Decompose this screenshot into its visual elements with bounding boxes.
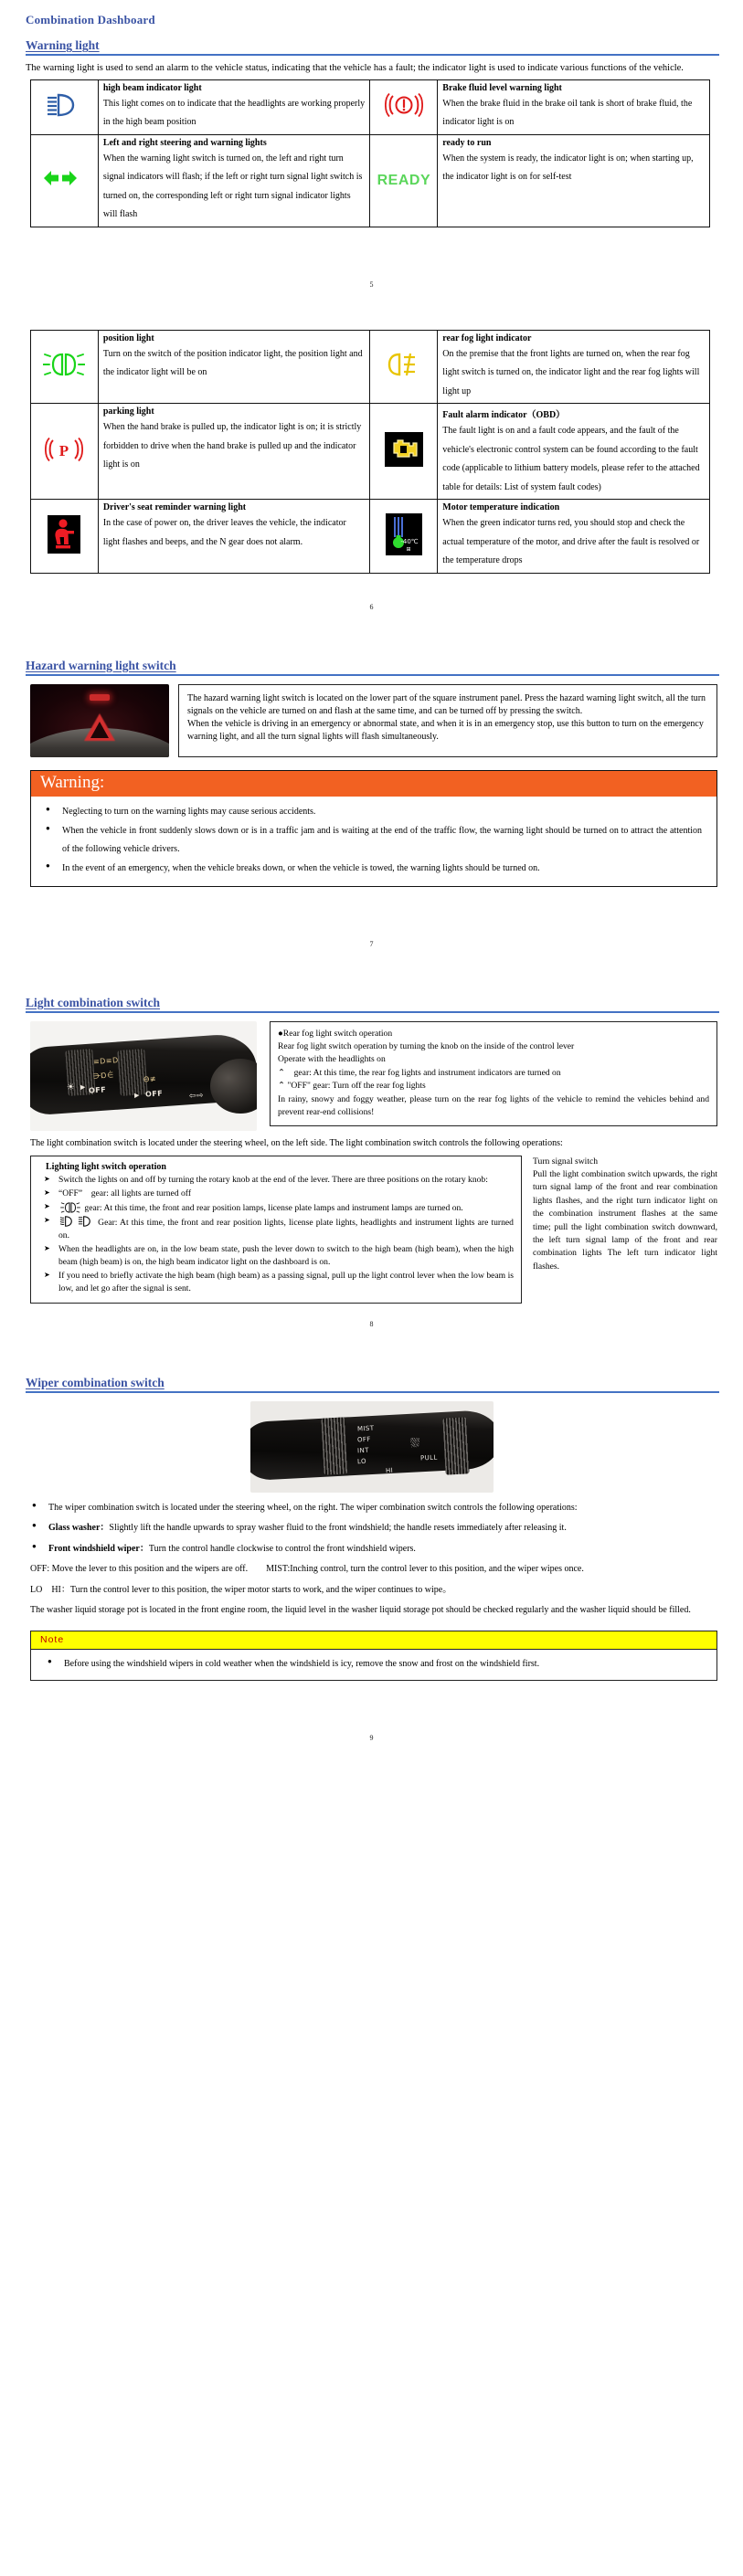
note-callout-list [31,1655,716,1673]
photo-ring-2 [443,1417,470,1474]
turn-signal-arrows-icon [42,168,86,188]
table-row [31,330,710,404]
turn-signal-switch-body: Pull the light combination switch upwards, the right turn signal lamp of the front and rear combination lights flashes, and the right turn indicator light on the combination instrument flashes at the same time; pull the light combination switch downward, the left turn signal lamp of the front and rear combination lights The left turn indicator light flashes. [533,1169,717,1272]
svg-text:P: P [59,441,69,459]
wiper-paragraph-2 [30,1520,717,1537]
warning-light-intro: The warning light is used to send an alarm to the vehicle status, indicating that the vehicle has a fault; the indicator light is used to indicate various functions of the vehicle. [26,63,684,73]
list-item-text: Gear: At this time, the front and rear position lights, license plate lights, headlights and instrument lights are turned on. [58,1218,514,1241]
section-heading-warning-light-label: Warning light [26,38,100,52]
light-switch-row [30,1021,717,1131]
cell-body: On the premise that the front lights are turned on, when the rear fog light switch is turned on, the indicator light and the rear fog lights will light up [442,348,700,396]
fog-box-line-2: Operate with the headlights on [278,1054,386,1065]
photo-knurl-2 [117,1049,147,1099]
photo-ring-1 [322,1417,348,1474]
wiper-paragraph-1: ● The wiper combination switch is located under the steering wheel, on the right. The wiper combination switch controls the following operations: [30,1500,717,1517]
hazard-paragraph-2: When the vehicle is driving in an emergency or abnormal state, and when it is in an emergency stop, use this button to turn on the emergency warning light, and all the turn signal lights will flash simultaneously. [187,719,704,743]
light-combination-switch-photo [30,1021,257,1131]
table-row [31,500,710,574]
hazard-triangle-icon [84,713,115,741]
lighting-operations-title: Lighting light switch operation [46,1161,166,1172]
warning-light-table-2 [30,330,710,574]
motor-temperature-icon [386,513,422,555]
wiper-label-mist: MIST [356,1424,375,1433]
photo-label-off-right: OFF [145,1089,164,1099]
cell-title: position light [102,333,154,343]
cell-body: In the case of power on, the driver leaves the vehicle, the indicator light flashes and beeps, and the N gear does not alarm. [102,518,346,547]
section-heading-hazard [26,659,717,675]
photo-label-position-icon: ⋺Ɒ⋵ [93,1071,115,1081]
parking-brake-icon-cell [31,404,99,500]
rear-fog-light-icon-cell [370,330,438,404]
high-beam-text-cell [98,79,370,134]
fog-box-line-1: Rear fog light switch operation by turning the knob on the inside of the control lever [278,1041,575,1052]
front-wiper-text: Turn the control handle clockwise to control the front windshield wipers. [148,1543,416,1554]
fog-box-line-5: In rainy, snowy and foggy weather, please turn on the rear fog lights of the vehicle to remind the vehicles behind and prevent rear-end collisions! [278,1093,709,1118]
table-row [31,134,710,227]
high-beam-icon-cell [31,79,99,134]
warning-callout-title: Warning: [31,771,716,797]
cell-title: Brake fluid level warning light [442,82,562,93]
photo-label-off-left: OFF [89,1084,107,1095]
hazard-paragraph-1: The hazard warning light switch is located on the lower part of the square instrument panel. Press the hazard warning light switch, all the turn signals on the vehicle are turned on and flash at the same time, and can be turned off by pressing the switch. [187,692,706,717]
brake-fluid-warning-icon [385,90,423,120]
page-number: 6 [369,602,374,611]
hazard-indicator-bar [90,694,110,701]
engine-fault-obd-icon-cell [370,404,438,500]
windshield-washer-icon: ⛆ [409,1435,420,1451]
note-callout [30,1631,717,1682]
section-heading-light-switch-label: Light combination switch [26,995,161,1009]
photo-label-arrow-2-icon: ▶ [133,1091,141,1099]
section-heading-warning-light [26,38,717,55]
rear-fog-operation-box [270,1021,717,1127]
fog-box-title: ●Rear fog light switch operation [278,1028,393,1039]
wiper-label-int: INT [356,1446,369,1455]
wiper-paragraph-3 [30,1541,717,1558]
warning-callout-list [31,803,716,878]
ready-text-cell [438,134,710,227]
wiper-label-pull: PULL [419,1453,438,1462]
heading-rule [26,674,719,676]
page-number: 9 [369,1734,374,1743]
photo-label-turn-arrows-icon: ⇦⇨ [188,1090,205,1102]
photo-label-fog-icon: Ɵ≢ [143,1074,157,1083]
table-row [31,79,710,134]
list-item [58,1215,514,1242]
list-item: ● In the event of an emergency, when the vehicle breaks down, or when the vehicle is towed, the warning lights should be turned on. [62,860,702,878]
cell-title: parking light [102,406,154,417]
light-switch-operations-row [30,1156,717,1304]
list-item: ➤ Switch the lights on and off by turning the rotary knob at the end of the lever. There are three positions on the rotary knob: [58,1174,514,1187]
driver-seat-reminder-icon [48,515,80,554]
rear-fog-light-icon [385,352,423,377]
engine-fault-obd-icon [385,432,423,467]
cell-body: When the brake fluid in the brake oil tank is short of brake fluid, the indicator light is on [442,98,693,128]
list-item: ➤ When the headlights are on, in the low beam state, push the lever down to switch to the high beam (high beam), when the high beam (high beam) is on, the high beam indicator light on the dashboard is on. [58,1243,514,1269]
warning-callout [30,770,717,887]
lighting-operations-box [30,1156,522,1304]
warning-light-table-1 [30,79,710,227]
hazard-description-box [178,684,717,757]
brake-fluid-warning-icon-cell [370,79,438,134]
cell-title: high beam indicator light [102,82,202,93]
driver-seat-reminder-icon-cell [31,500,99,574]
wiper-combination-switch-photo [250,1401,494,1493]
ready-text-icon-cell [370,134,438,227]
cell-title: Driver's seat reminder warning light [102,502,247,513]
cell-body: When the system is ready, the indicator light is on; when starting up, the indicator light is on for self-test [442,153,694,183]
wiper-label-hi: HI [386,1466,394,1475]
list-item: ➤ If you need to briefly activate the high beam (high beam) as a passing signal, pull up the light control lever when the low beam is low, and let go after the signal is sent. [58,1270,514,1295]
light-switch-intro: The light combination switch is located under the steering wheel, on the left side. The light combination switch controls the following operations: [30,1137,563,1148]
turn-signal-arrows-icon-cell [31,134,99,227]
cell-title: Fault alarm indicator（OBD） [442,410,566,421]
cell-body: When the green indicator turns red, you should stop and check the actual temperature of the motor, and drive after the fault is resolved or the temperature drops [442,518,700,566]
wiper-paragraph-6: The washer liquid storage pot is located in the front engine room, the liquid level in the washer liquid storage pot should be checked regularly and the washer liquid should be filled. [30,1605,691,1616]
section-heading-light-switch [26,996,717,1012]
cell-title: rear fog light indicator [442,333,532,343]
wiper-label-off: OFF [356,1435,371,1444]
brake-fluid-text-cell [438,79,710,134]
photo-label-highbeam-icon: ≡D≡D [93,1056,120,1067]
heading-rule [26,1391,719,1393]
list-item: ➤ “OFF” gear: all lights are turned off [58,1188,514,1200]
cell-body: This light comes on to indicate that the headlights are working properly in the high beam position [102,98,366,128]
page-number: 8 [369,1319,374,1328]
page-title: Combination Dashboard [26,13,155,26]
cell-body: The fault light is on and a fault code appears, and the fault of the vehicle's electronic control system can be found according to the fault code (applicable to lithium battery models, please refer to the attached table for details: List of system fault codes) [442,426,700,492]
front-wiper-label: Front windshield wiper： [48,1543,149,1554]
wiper-paragraph-4: OFF: Move the lever to this position and the wipers are off. MIST:Inching control, turn the control lever to this position, and the wiper wipes once. [30,1564,584,1575]
cell-body: When the warning light switch is turned on, the left and right turn signal indicators will flash; if the left or right turn signal light switch is turned on, the corresponding left or right turn signal indicator lights will flash [102,153,363,220]
cell-body: When the hand brake is pulled up, the indicator light is on; it is strictly forbidden to drive when the hand brake is pulled up and the indicator light is on [102,422,362,470]
note-callout-title: Note [31,1631,716,1650]
headlight-inline-icon [58,1218,98,1228]
lighting-operations-list [38,1174,514,1295]
page-number: 5 [369,280,374,289]
parking-brake-icon [45,435,83,464]
fog-box-line-4: ⌃ "OFF" gear: Turn off the rear fog lights [278,1081,426,1092]
list-item-text: gear: At this time, the front and rear position lamps, license plate lamps and instrument lamps are turned on. [84,1202,463,1213]
heading-rule [26,1011,719,1013]
position-light-inline-icon [58,1203,84,1213]
cell-body: Turn on the switch of the position indicator light, the position light and the indicator light will be on [102,348,363,378]
glass-washer-label: Glass washer： [48,1523,110,1534]
cell-title: Left and right steering and warning lights [102,137,267,148]
wiper-paragraph-5: LO HI：Turn the control lever to this position, the wiper motor starts to work, and the wiper continues to wipe。 [30,1584,452,1595]
section-heading-wiper-label: Wiper combination switch [26,1375,165,1389]
list-item [58,1201,514,1215]
fault-alarm-text-cell [438,404,710,500]
motor-temperature-text-cell [438,500,710,574]
ready-text-icon: READY [377,172,431,188]
table-row [31,404,710,500]
photo-label-sun-icon: ☀ [66,1082,76,1093]
svg-text:⊞: ⊞ [406,545,411,553]
glass-washer-text: Slightly lift the handle upwards to spray washer fluid to the front windshield; the handle resets immediately after releasing it. [109,1523,567,1534]
photo-label-arrow-1-icon: ▶ [80,1082,86,1092]
list-item: ● Before using the windshield wipers in cold weather when the windshield is icy, remove the snow and frost on the windshield first. [64,1655,704,1673]
wiper-body [30,1500,717,1620]
svg-text:-40℃: -40℃ [400,537,419,545]
cell-title: ready to run [442,137,492,148]
turn-signal-text-cell [98,134,370,227]
driver-seat-text-cell [98,500,370,574]
list-item: ● Neglecting to turn on the warning lights may cause serious accidents. [62,803,702,821]
document-page [0,13,743,1755]
section-heading-hazard-label: Hazard warning light switch [26,658,176,672]
section-heading-wiper [26,1376,717,1392]
fog-box-line-3: ⌃ gear: At this time, the rear fog lights and instrument indicators are turned on [278,1067,561,1078]
position-light-icon-cell [31,330,99,404]
position-light-icon [43,351,85,378]
wiper-label-lo: LO [356,1457,366,1466]
turn-signal-switch-title: Turn signal switch [533,1156,599,1167]
rear-fog-text-cell [438,330,710,404]
high-beam-icon [44,92,84,118]
page-number: 7 [369,939,374,948]
parking-light-text-cell [98,404,370,500]
cell-title: Motor temperature indication [442,502,560,513]
motor-temperature-icon-cell [370,500,438,574]
heading-rule [26,54,719,56]
turn-signal-switch-column [533,1156,717,1274]
position-light-text-cell [98,330,370,404]
hazard-row [30,684,717,757]
list-item: ● When the vehicle in front suddenly slows down or is in a traffic jam and is waiting at the end of the traffic flow, the warning light should be turned on to attract the attention of the following vehicle drivers. [62,822,702,858]
hazard-switch-photo [30,684,169,757]
